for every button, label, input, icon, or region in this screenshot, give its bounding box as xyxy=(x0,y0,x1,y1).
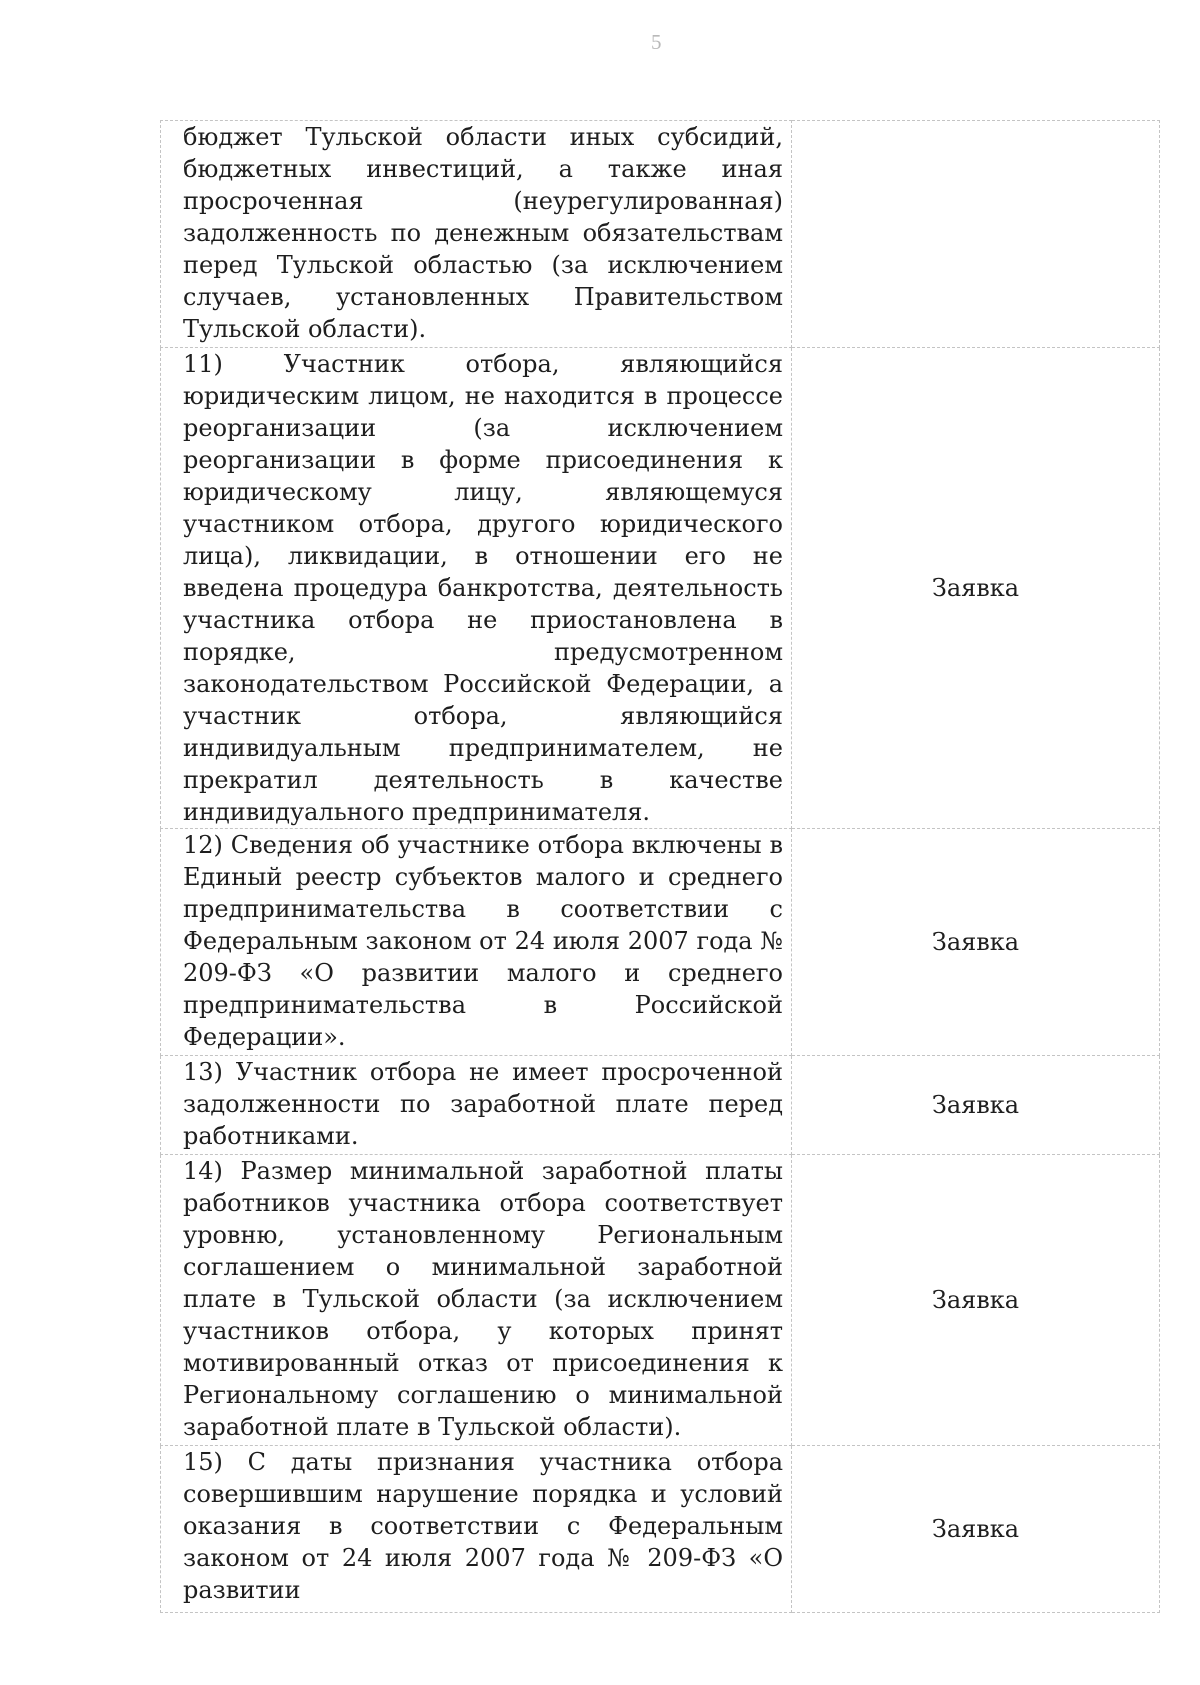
condition-cell: 14) Размер минимальной заработной платы работников участника отбора соответствует уровню, установленному Региональным соглашением о минимальной заработной плате в Тульской области (за исключением участников отбора, у которых принят мотивированный отказ от присоединения к Региональному соглашению о минимальной заработной плате в Тульской области). xyxy=(161,1155,792,1446)
document-cell: Заявка xyxy=(792,1155,1160,1446)
page-number: 5 xyxy=(651,30,662,54)
document-cell: Заявка xyxy=(792,829,1160,1056)
document-cell xyxy=(792,121,1160,348)
condition-cell: бюджет Тульской области иных субсидий, бюджетных инвестиций, а также иная просроченная (неурегулированная) задолженность по денежным обязательствам перед Тульской областью (за исключением случаев, установленных Правительством Тульской области). xyxy=(161,121,792,348)
table-row xyxy=(161,348,1160,829)
document-cell: Заявка xyxy=(792,1056,1160,1155)
requirements-table xyxy=(160,120,1160,1613)
condition-cell: 15) С даты признания участника отбора совершившим нарушение порядка и условий оказания в соответствии с Федеральным законом от 24 июля 2007 года № 209-ФЗ «О развитии xyxy=(161,1446,792,1613)
condition-cell: 12) Сведения об участнике отбора включены в Единый реестр субъектов малого и среднего предпринимательства в соответствии с Федеральным законом от 24 июля 2007 года № 209-ФЗ «О развитии малого и среднего предпринимательства в Российской Федерации». xyxy=(161,829,792,1056)
table-row xyxy=(161,1056,1160,1155)
table-row xyxy=(161,121,1160,348)
document-cell: Заявка xyxy=(792,348,1160,829)
table-row xyxy=(161,829,1160,1056)
condition-cell: 13) Участник отбора не имеет просроченной задолженности по заработной плате перед работниками. xyxy=(161,1056,792,1155)
document-cell: Заявка xyxy=(792,1446,1160,1613)
condition-cell: 11) Участник отбора, являющийся юридическим лицом, не находится в процессе реорганизации (за исключением реорганизации в форме присоединения к юридическому лицу, являющемуся участником отбора, другого юридического лица), ликвидации, в отношении его не введена процедура банкротства, деятельность участника отбора не приостановлена в порядке, предусмотренном законодательством Российской Федерации, а участник отбора, являющийся индивидуальным предпринимателем, не прекратил деятельность в качестве индивидуального предпринимателя. xyxy=(161,348,792,829)
table-row xyxy=(161,1155,1160,1446)
table-row xyxy=(161,1446,1160,1613)
